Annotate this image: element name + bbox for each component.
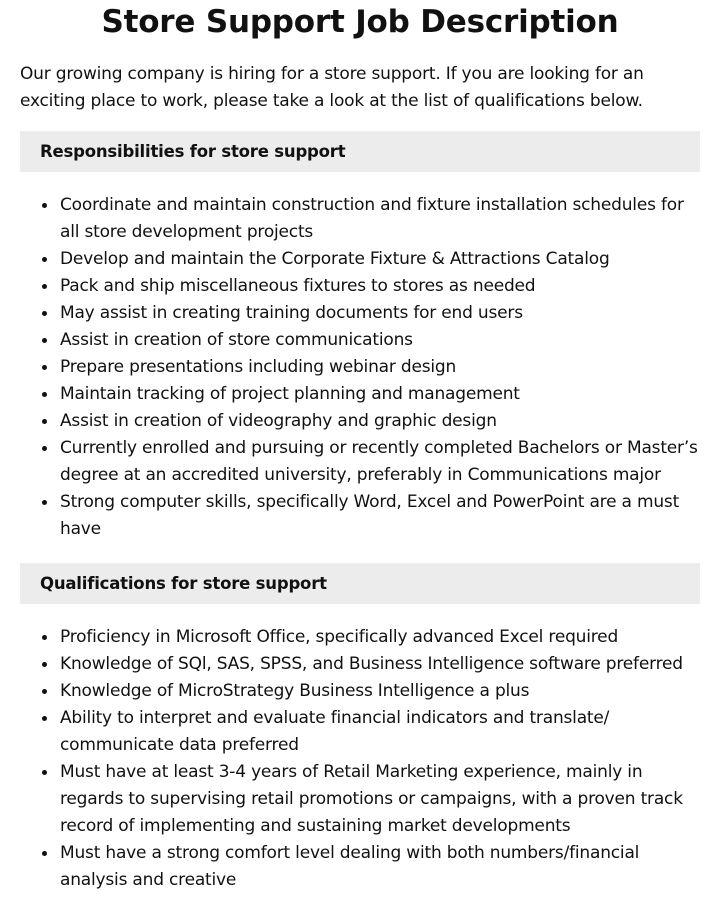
list-item: May assist in creating training documents for end users [60, 300, 700, 327]
list-item: Proficiency in Microsoft Office, specifically advanced Excel required [60, 624, 700, 651]
responsibilities-list [20, 192, 700, 543]
list-item: Must have a strong comfort level dealing with both numbers/financial analysis and creative [60, 840, 700, 894]
list-item: Coordinate and maintain construction and fixture installation schedules for all store development projects [60, 192, 700, 246]
list-item: Knowledge of SQl, SAS, SPSS, and Business Intelligence software preferred [60, 651, 700, 678]
list-item: Assist in creation of videography and graphic design [60, 408, 700, 435]
list-item: Currently enrolled and pursuing or recently completed Bachelors or Master’s degree at an accredited university, preferably in Communications major [60, 435, 700, 489]
qualifications-heading: Qualifications for store support [20, 563, 700, 604]
qualifications-list [20, 624, 700, 894]
list-item: Assist in creation of store communications [60, 327, 700, 354]
responsibilities-heading: Responsibilities for store support [20, 131, 700, 172]
list-item: Ability to interpret and evaluate financial indicators and translate/ communicate data preferred [60, 705, 700, 759]
list-item: Develop and maintain the Corporate Fixture & Attractions Catalog [60, 246, 700, 273]
list-item: Maintain tracking of project planning and management [60, 381, 700, 408]
list-item: Strong computer skills, specifically Word, Excel and PowerPoint are a must have [60, 489, 700, 543]
list-item: Pack and ship miscellaneous fixtures to stores as needed [60, 273, 700, 300]
list-item: Prepare presentations including webinar design [60, 354, 700, 381]
page-title: Store Support Job Description [101, 4, 619, 40]
intro-paragraph: Our growing company is hiring for a store support. If you are looking for an exciting place to work, please take a look at the list of qualifications below. [20, 64, 644, 111]
list-item: Knowledge of MicroStrategy Business Intelligence a plus [60, 678, 700, 705]
list-item: Must have at least 3-4 years of Retail Marketing experience, mainly in regards to supervising retail promotions or campaigns, with a proven track record of implementing and sustaining market developments [60, 759, 700, 840]
